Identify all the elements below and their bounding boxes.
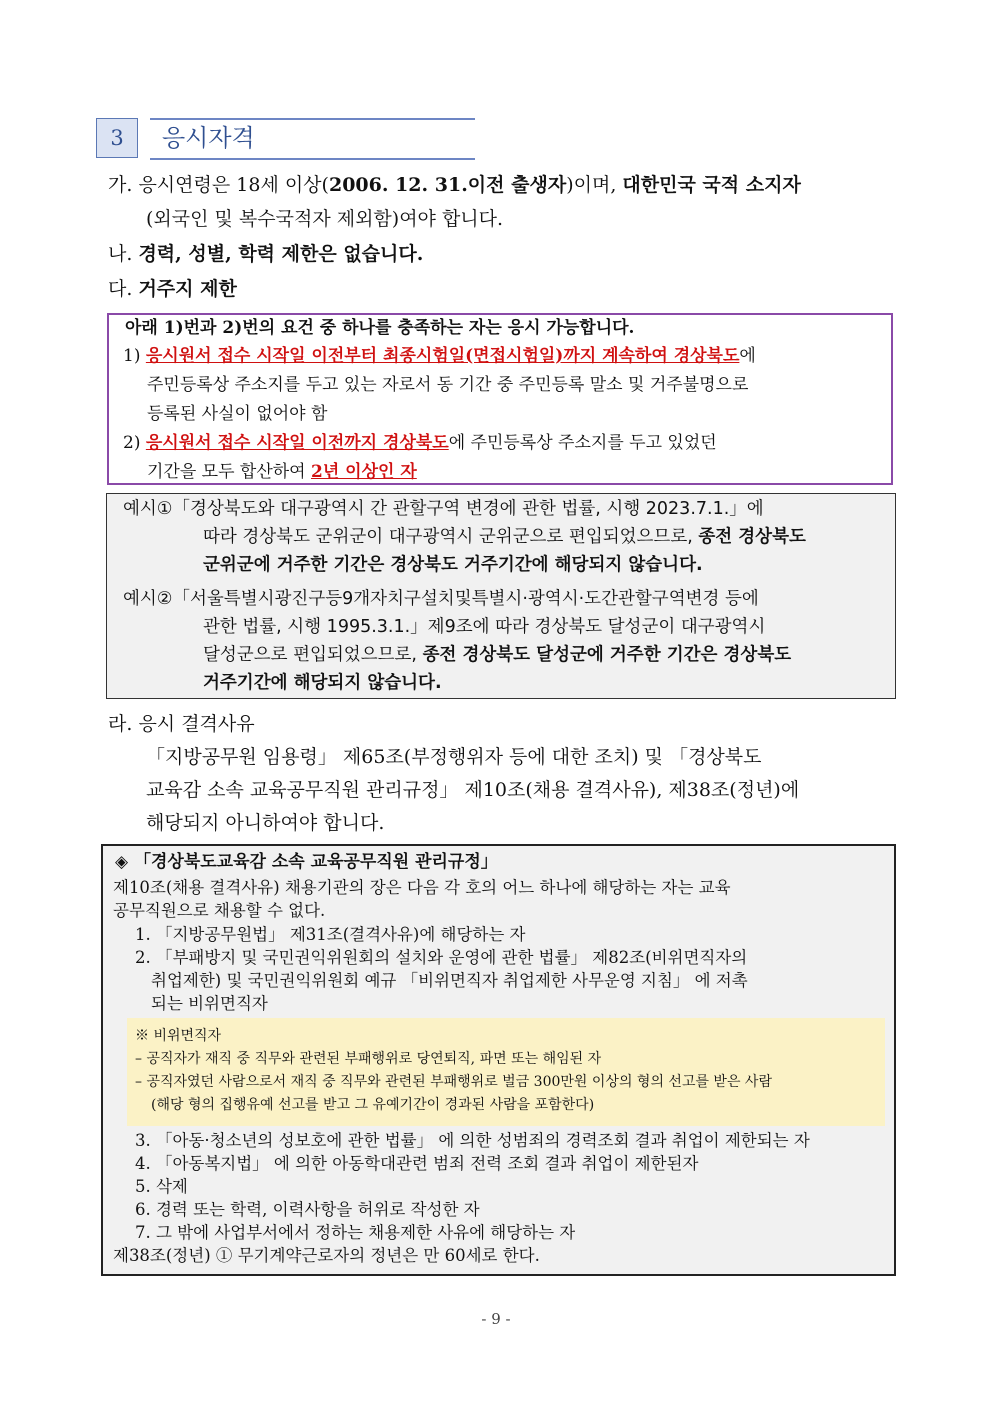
item-ga-birth-cutoff: 2006. 12. 31.이전 출생자: [328, 174, 567, 196]
residence-item1-line3: 등록된 사실이 없어야 함: [147, 404, 328, 424]
example2-line4: 거주기간에 해당되지 않습니다.: [203, 673, 442, 693]
example2-text1: 「서울특별시광진구등9개자치구설치및특별시·광역시·도간관할구역변경 등에: [172, 589, 759, 609]
example1-bold2: 종전 경상북도: [698, 527, 806, 547]
residence-item2-highlight: 응시원서 접수 시작일 이전까지 경상북도: [145, 433, 449, 453]
example1-label: 예시①: [123, 499, 173, 519]
item-ra-heading: [108, 711, 255, 737]
item-da-text: 거주지 제한: [138, 278, 237, 300]
example1-text1: 「경상북도와 대구광역시 간 관할구역 변경에 관한 법률, 시행 2023.7.1.」에: [172, 499, 764, 519]
residence-item2-number: 2): [123, 433, 141, 453]
item-na-text: 경력, 성별, 학력 제한은 없습니다.: [138, 243, 424, 265]
regulation-item1: 1. 「지방공무원법」 제31조(결격사유)에 해당하는 자: [135, 925, 526, 944]
note-line3: (해당 형의 집행유예 선고를 받고 그 유예기간이 경과된 사람을 포함한다): [151, 1097, 595, 1113]
residence-item2-line1: [123, 432, 717, 454]
regulation-item5: 5. 삭제: [135, 1177, 188, 1196]
section-title: 응시자격: [162, 124, 255, 152]
examples-box: [106, 493, 896, 699]
regulation-item7: 7. 그 밖에 사업부서에서 정하는 채용제한 사유에 해당하는 자: [135, 1223, 576, 1242]
regulation-item2-line2: 취업제한) 및 국민권익위원회 예규 「비위면직자 취업제한 사무운영 지침」 에 저촉: [151, 971, 748, 990]
regulation-item6: 6. 경력 또는 학력, 이력사항을 허위로 작성한 자: [135, 1200, 480, 1219]
residence-item1-number: 1): [123, 346, 141, 366]
item-ga-nationality: 대한민국 국적 소지자: [622, 174, 801, 196]
page-number: - 9 -: [481, 1310, 511, 1328]
item-ga-text-c: )이며,: [566, 174, 623, 196]
regulation-item2-line3: 되는 비위면직자: [151, 994, 268, 1013]
item-ga-line2: (외국인 및 복수국적자 제외함)여야 합니다.: [146, 208, 504, 230]
note-line2: – 공직자였던 사람으로서 재직 중 직무와 관련된 부패행위로 벌금 300만원 이상의 형의 선고를 받은 사람: [135, 1074, 772, 1090]
residence-item1-line1: [123, 345, 756, 367]
section-number: 3: [110, 126, 124, 150]
example2-bold3: 종전 경상북도 달성군에 거주한 기간은 경상북도: [422, 645, 792, 665]
example1-line2: [203, 525, 806, 549]
item-ga-text-a: 응시연령은 18세 이상(: [138, 174, 329, 196]
item-ga-line1: [108, 172, 801, 198]
regulation-art10-line2: 공무직원으로 채용할 수 없다.: [113, 901, 326, 920]
example1-text2: 따라 경상북도 군위군이 대구광역시 군위군으로 편입되었으므로,: [203, 527, 699, 547]
item-ra-line1: 「지방공무원 임용령」 제65조(부정행위자 등에 대한 조치) 및 「경상북도: [146, 746, 762, 768]
item-da: [108, 276, 237, 302]
residence-item1-line2: 주민등록상 주소지를 두고 있는 자로서 동 기간 중 주민등록 말소 및 거주불명으로: [147, 375, 749, 395]
residence-item2-duration: 2년 이상인 자: [311, 462, 417, 482]
residence-item2-text: 기간을 모두 합산하여: [147, 462, 312, 482]
residence-item1-rest: 에: [739, 346, 756, 366]
section-title-bottom-rule: [150, 158, 475, 160]
regulation-item2-line1: 2. 「부패방지 및 국민권익위원회의 설치와 운영에 관한 법률」 제82조(비위면직자의: [135, 948, 748, 967]
example2-line2: 관한 법률, 시행 1995.3.1.」제9조에 따라 경상북도 달성군이 대구광역시: [203, 617, 766, 637]
residence-item2-line2: [147, 461, 417, 483]
item-na: [108, 241, 423, 267]
item-da-marker: 다.: [108, 278, 133, 300]
note-line1: – 공직자가 재직 중 직무와 관련된 부패행위로 당연퇴직, 파면 또는 해임된 자: [135, 1051, 602, 1067]
item-ra-marker: 라.: [108, 713, 133, 735]
example2-label: 예시②: [123, 589, 173, 609]
regulation-title: ◈ 「경상북도교육감 소속 교육공무직원 관리규정」: [115, 852, 498, 872]
residence-item2-rest: 에 주민등록상 주소지를 두고 있었던: [448, 433, 717, 453]
example2-text3: 달성군으로 편입되었으므로,: [203, 645, 423, 665]
section-number-badge: [96, 118, 138, 158]
example2-line3: [203, 643, 791, 667]
residence-item1-highlight: 응시원서 접수 시작일 이전부터 최종시험일(면접시험일)까지 계속하여 경상북도: [145, 346, 740, 366]
item-na-marker: 나.: [108, 243, 133, 265]
item-ga-marker: 가.: [108, 174, 133, 196]
item-ra-title: 응시 결격사유: [138, 713, 255, 735]
example2-line1: [123, 587, 759, 611]
regulation-art38: 제38조(정년) ① 무기계약근로자의 정년은 만 60세로 한다.: [113, 1246, 540, 1265]
residence-requirement-box: [107, 313, 893, 485]
item-ra-line2: 교육감 소속 교육공무직원 관리규정」 제10조(채용 결격사유), 제38조(정년)에: [146, 779, 800, 801]
example1-line3: 군위군에 거주한 기간은 경상북도 거주기간에 해당되지 않습니다.: [203, 555, 703, 575]
note-title: ※ 비위면직자: [135, 1028, 222, 1044]
regulation-item3: 3. 「아동·청소년의 성보호에 관한 법률」 에 의한 성범죄의 경력조회 결과 취업이 제한되는 자: [135, 1131, 810, 1150]
regulation-item4: 4. 「아동복지법」 에 의한 아동학대관련 범죄 전력 조회 결과 취업이 제한된자: [135, 1154, 699, 1173]
residence-heading: 아래 1)번과 2)번의 요건 중 하나를 충족하는 자는 응시 가능합니다.: [125, 318, 635, 338]
example1-line1: [123, 497, 764, 521]
dismissed-official-note: [127, 1018, 885, 1126]
regulation-art10-line1: 제10조(채용 결격사유) 채용기관의 장은 다음 각 호의 어느 하나에 해당하는 자는 교육: [113, 878, 731, 897]
item-ra-line3: 해당되지 아니하여야 합니다.: [146, 812, 385, 834]
